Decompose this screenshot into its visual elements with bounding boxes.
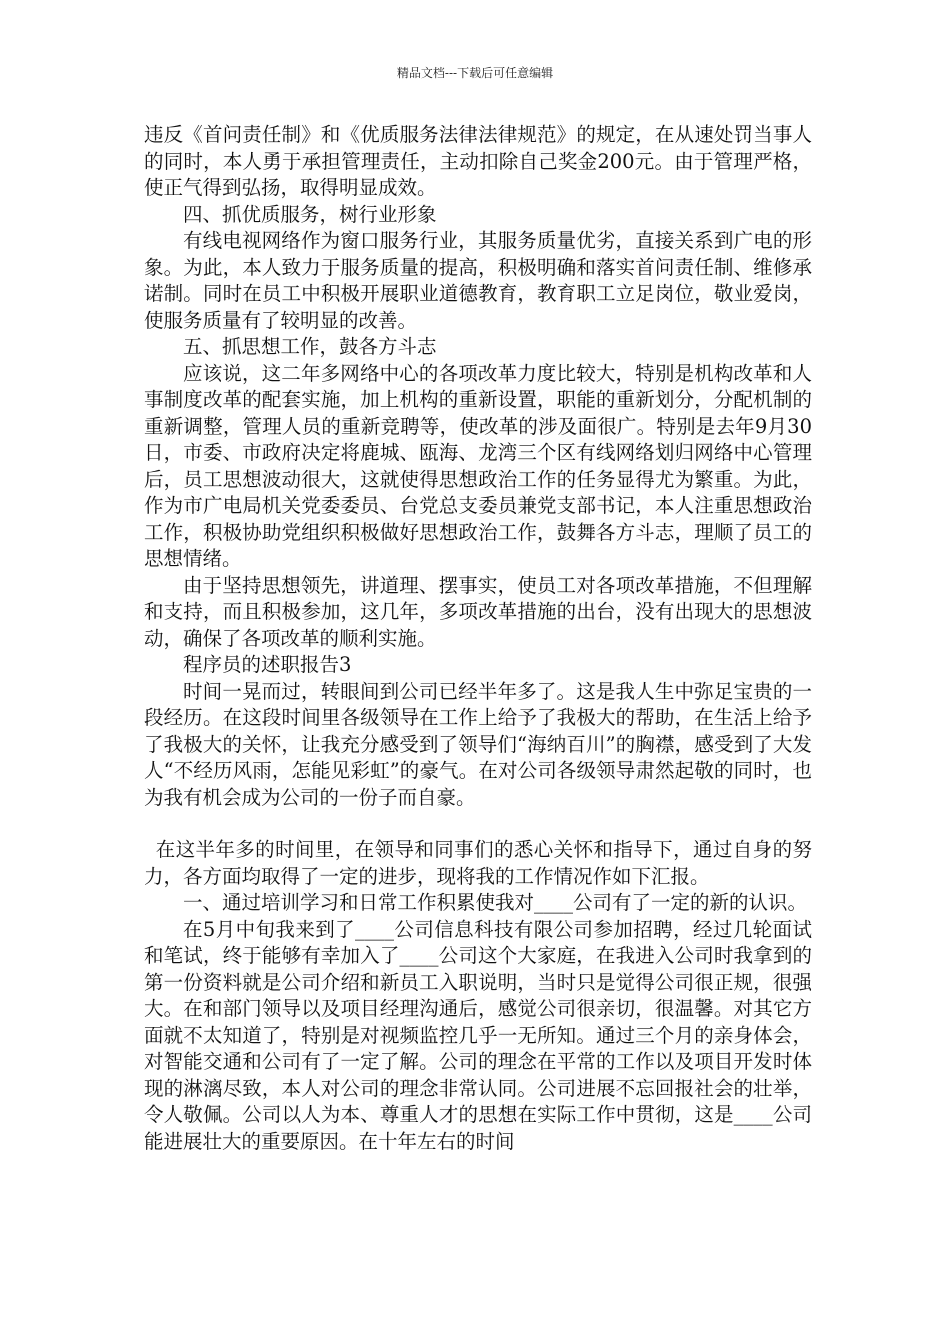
- section-heading-service: 四、抓优质服务，树行业形象: [183, 202, 437, 226]
- paragraph-service: 有线电视网络作为窗口服务行业，其服务质量优劣，直接关系到广电的形象。为此，本人致力于服务质量的提高，积极明确和落实首问责任制、维修承诺制。同时在员工中积极开展职业道德教育，教育职工立足岗位，敬业爱岗，使服务质量有了较明显的改善。: [144, 229, 812, 332]
- paragraph-summary: 在这半年多的时间里，在领导和同事们的悉心关怀和指导下，通过自身的努力，各方面均取得了一定的进步，现将我的工作情况作如下汇报。: [144, 838, 812, 888]
- paragraph-penalty: 违反《首问责任制》和《优质服务法律法律规范》的规定，在从速处罚当事人的同时，本人勇于承担管理责任，主动扣除自己奖金200元。由于管理严格，使正气得到弘扬，取得明显成效。: [144, 123, 812, 199]
- report-title: 程序员的述职报告3: [183, 653, 352, 676]
- paragraph-thought-work: 应该说，这二年多网络中心的各项改革力度比较大，特别是机构改革和人事制度改革的配套实施，加上机构的重新设置，职能的重新划分，分配机制的重新调整，管理人员的重新竞聘等，使改革的涉及面很广。特别是去年9月30日，市委、市政府决定将鹿城、瓯海、龙湾三个区有线网络划归网络中心管理后，员工思想波动很大，这就使得思想政治工作的任务显得尤为繁重。为此，作为市广电局机关党委委员、台党总支委员兼党支部书记，本人注重思想政治工作，积极协助党组织积极做好思想政治工作，鼓舞各方斗志，理顺了员工的思想情绪。: [144, 361, 812, 570]
- paragraph-intro: 时间一晃而过，转眼间到公司已经半年多了。这是我人生中弥足宝贵的一段经历。在这段时间里各级领导在工作上给予了我极大的帮助，在生活上给予了我极大的关怀，让我充分感受到了领导们“海纳百川”的胸襟，感受到了大发人“不经历风雨，怎能见彩虹”的豪气。在对公司各级领导肃然起敬的同时，也为我有机会成为公司的一份子而自豪。: [144, 679, 812, 809]
- section-heading-training: 一、通过培训学习和日常工作积累使我对____公司有了一定的新的认识。: [183, 891, 808, 914]
- section-heading-thought: 五、抓思想工作，鼓各方斗志: [183, 335, 437, 358]
- blank-line: [144, 811, 812, 837]
- document-body: [144, 122, 812, 1155]
- page-header: 精品文档---下载后可任意编辑: [396, 66, 554, 80]
- paragraph-company: 在5月中旬我来到了____公司信息科技有限公司参加招聘，经过几轮面试和笔试，终于能够有幸加入了____公司这个大家庭，在我进入公司时我拿到的第一份资料就是公司介绍和新员工入职说明，当时只是觉得公司很正规，很强大。在和部门领导以及项目经理沟通后，感觉公司很亲切，很温馨。对其它方面就不太知道了，特别是对视频监控几乎一无所知。通过三个月的亲身体会，对智能交通和公司有了一定了解。公司的理念在平常的工作以及项目开发时体现的淋漓尽致，本人对公司的理念非常认同。公司进展不忘回报社会的壮举，令人敬佩。公司以人为本、尊重人才的思想在实际工作中贯彻，这是____公司能进展壮大的重要原因。在十年左右的时间: [144, 917, 812, 1153]
- paragraph-reform-result: 由于坚持思想领先，讲道理、摆事实，使员工对各项改革措施，不但理解和支持，而且积极参加，这几年，多项改革措施的出台，没有出现大的思想波动，确保了各项改革的顺利实施。: [144, 573, 812, 650]
